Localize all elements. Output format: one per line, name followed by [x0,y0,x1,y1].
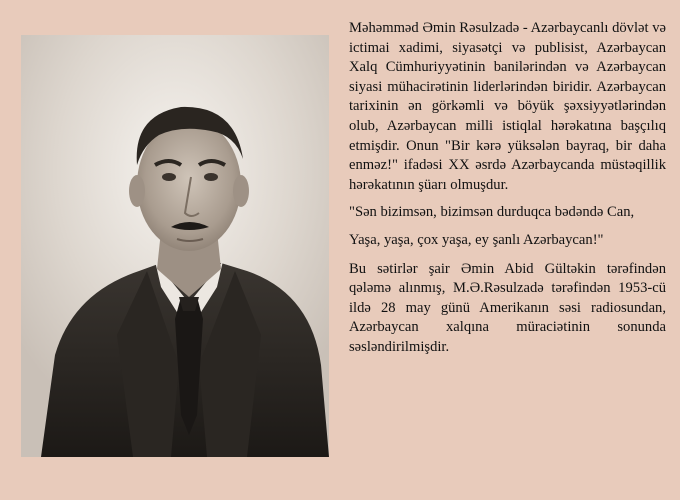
portrait-illustration [21,35,329,457]
quote-line: Yaşa, yaşa, çox yaşa, ey şanlı Azərbaycan!" [349,231,604,248]
quote-line: "Sən bizimsən, bizimsən durduqca bədəndə Can, [349,204,635,221]
article-text [349,19,666,358]
biography-paragraph: Məhəmməd Əmin Rəsulzadə - Azərbaycanlı dövlət və ictimai xadimi, siyasətçi və publisist, Azərbaycan Xalq Cümhuriyyətinin banilərindən və Azərbaycan siyasi mühacirətinin liderlərindən biridir. Azərbaycan tarixinin ən görkəmli və böyük şəxsiyyətlərindən olub, Azərbaycan milli istiqlal hərəkatına başçılıq etmişdir. Onun "Bir kərə yüksələn bayraq, bir daha enməz!" ifadəsi XX əsrdə Azərbaycanda müstəqillik hərəkatının şüarı olmuşdur. [349,20,666,193]
anthem-paragraph: Bu sətirlər şair Əmin Abid Gültəkin tərəfindən qələmə alınmış, M.Ə.Rəsulzadə tərəfindən 1953-cü ildə 28 may günü Amerikanın səsi radiosundan, Azərbaycan xalqına müraciətinin sonunda səsləndirilmişdir. [349,260,666,355]
portrait-photo [21,35,329,457]
